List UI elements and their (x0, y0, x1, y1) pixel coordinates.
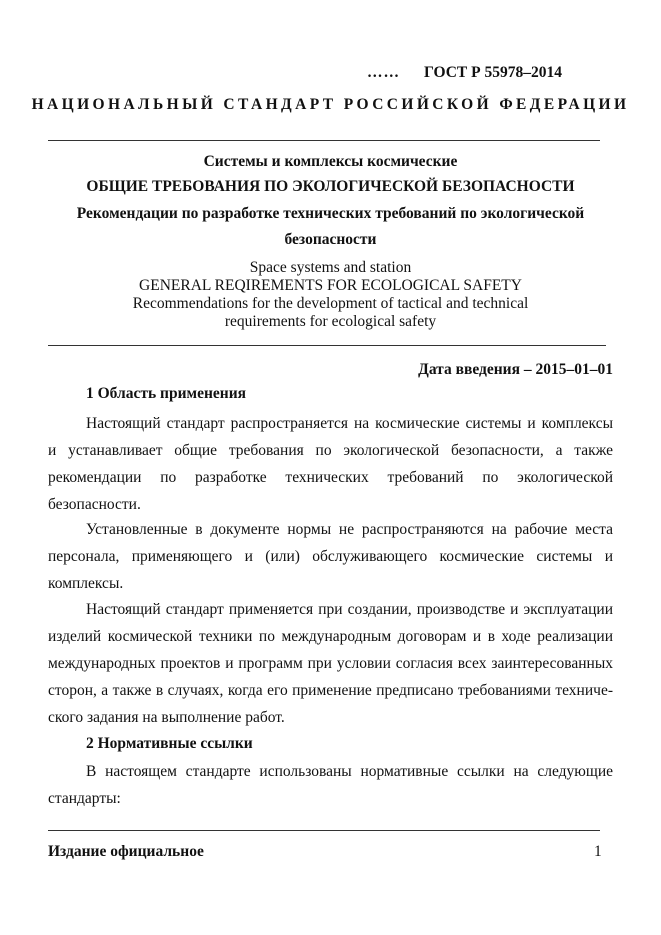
text-line: ского задания на выполнение работ. (48, 709, 285, 726)
header-dots: …… (367, 64, 400, 81)
text-line: комплексы. (48, 575, 124, 592)
section-1-paragraph-3 (48, 596, 613, 731)
standard-number: ГОСТ Р 55978–2014 (424, 64, 562, 81)
text-line: рекомендации по разработке технических требований по экологической (48, 469, 613, 486)
text-line: персонала, применяющего и (или) обслуживающего космические системы и (48, 548, 613, 565)
national-standard-title: НАЦИОНАЛЬНЫЙ СТАНДАРТ РОССИЙСКОЙ ФЕДЕРАЦИИ (31, 96, 630, 113)
title-ru-line-2: ОБЩИЕ ТРЕБОВАНИЯ ПО ЭКОЛОГИЧЕСКОЙ БЕЗОПАСНОСТИ (86, 178, 575, 195)
title-en-line-3: Recommendations for the development of tactical and technical (132, 295, 529, 312)
text-line: сторон, а также в случаях, когда его применение предписано требованиями техниче- (48, 682, 613, 699)
official-edition-label: Издание официальное (48, 843, 204, 860)
text-line: Настоящий стандарт применяется при создании, производстве и эксплуатации (86, 601, 613, 618)
text-line: изделий космической техники по международным договорам и в ходе реализации (48, 628, 613, 645)
text-line: и устанавливает общие требования по экологической безопасности, а также (48, 442, 613, 459)
section-1-paragraph-1 (48, 410, 613, 518)
section-2-heading: 2 Нормативные ссылки (86, 735, 253, 752)
text-line: безопасности. (48, 496, 141, 513)
text-line: стандарты: (48, 790, 121, 807)
section-1-heading: 1 Область применения (86, 385, 247, 402)
footer-divider (48, 830, 600, 831)
title-en-line-4: requirements for ecological safety (224, 313, 437, 330)
introduction-date: Дата введения – 2015–01–01 (418, 361, 613, 378)
title-en-line-1: Space systems and station (249, 259, 412, 276)
text-line: международных проектов и программ при условии согласия всех заинтересованных (48, 655, 613, 672)
section-1-paragraph-2 (48, 516, 613, 597)
title-ru-line-1: Системы и комплексы космические (203, 153, 458, 170)
text-line: В настоящем стандарте использованы нормативные ссылки на следующие (86, 763, 613, 780)
section-2-paragraph-1 (48, 758, 613, 812)
top-divider (48, 140, 600, 141)
title-ru-line-3: Рекомендации по разработке технических требований по экологической (76, 205, 585, 222)
text-line: Установленные в документе нормы не распространяются на рабочие места (86, 521, 613, 538)
text-line: Настоящий стандарт распространяется на космические системы и комплексы (86, 415, 613, 432)
title-en-line-2: GENERAL REQIREMENTS FOR ECOLOGICAL SAFETY (139, 277, 522, 294)
title-ru-line-4: безопасности (284, 231, 377, 248)
title-divider (48, 345, 606, 346)
page-number: 1 (594, 843, 602, 860)
